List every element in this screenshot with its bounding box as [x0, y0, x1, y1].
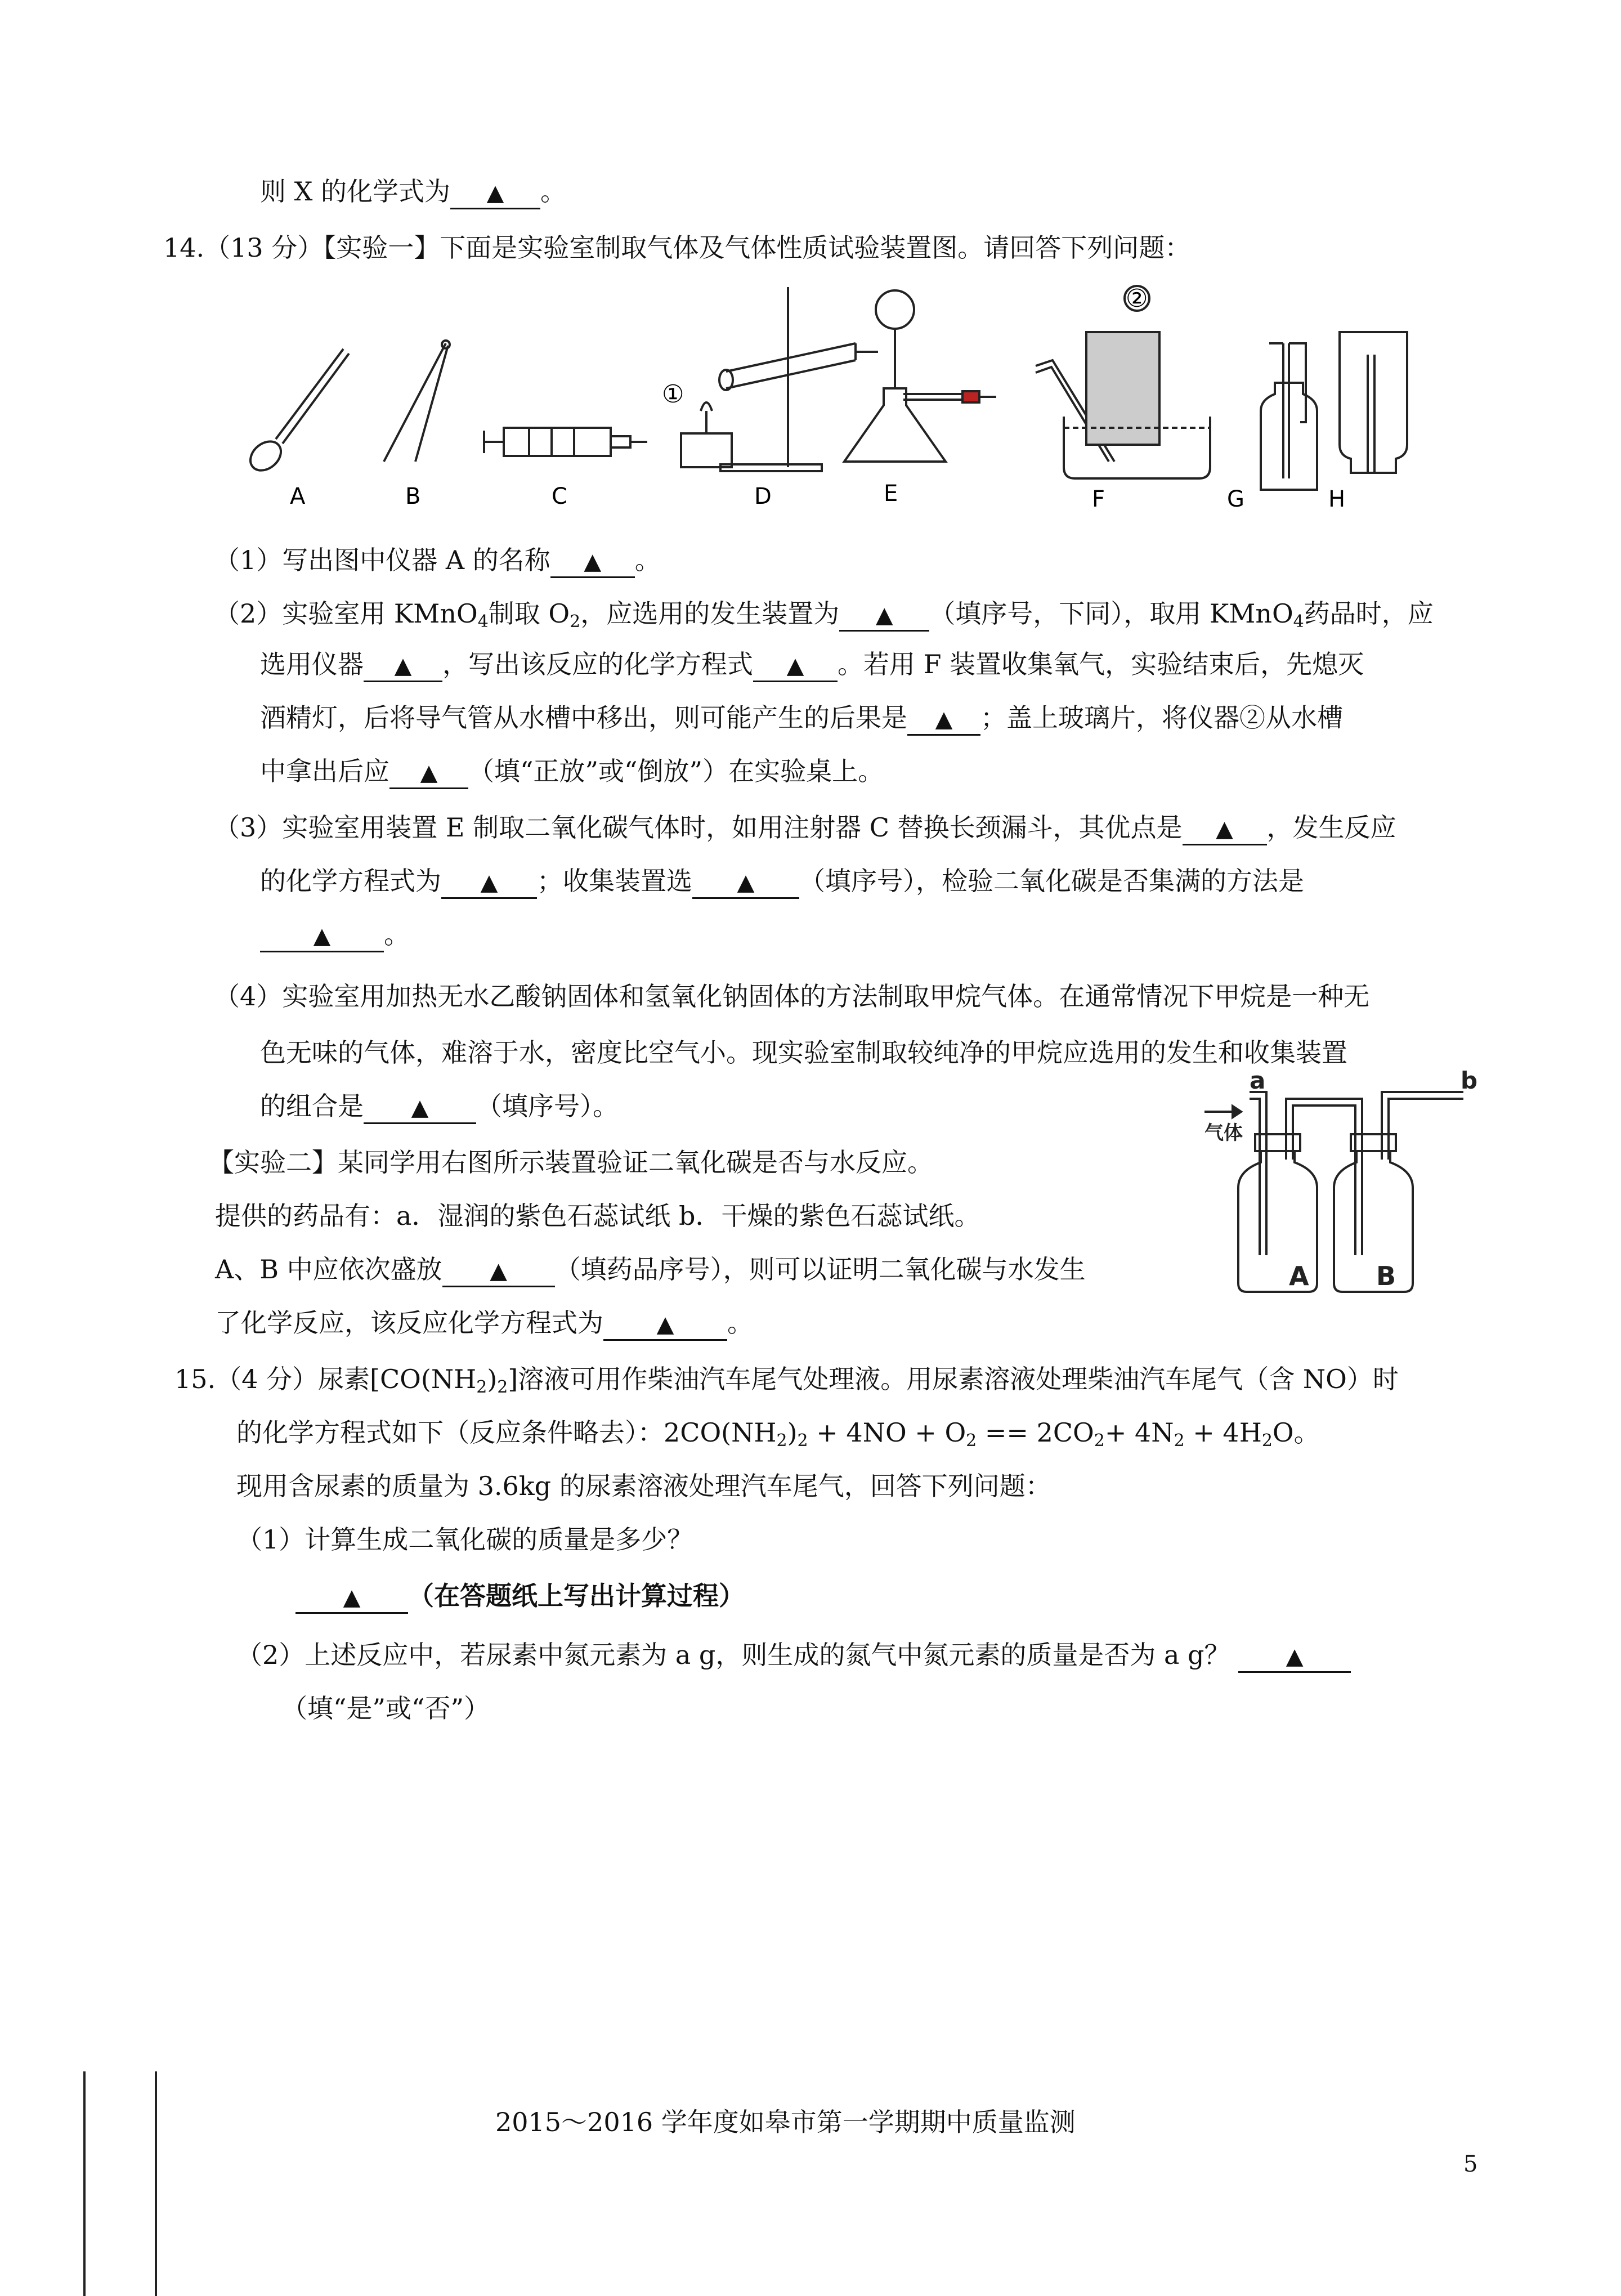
- q15-line3: 现用含尿素的质量为 3.6kg 的尿素溶液处理汽车尾气，回答下列问题：: [236, 1471, 1051, 1501]
- label-G: G: [1227, 486, 1244, 512]
- answer-blank[interactable]: ▲: [389, 757, 468, 789]
- intro-end: 。: [540, 176, 566, 207]
- answer-blank[interactable]: ▲: [1183, 813, 1267, 845]
- q14-part2-line2: 选用仪器 ▲ ，写出该反应的化学方程式 ▲ 。若用 F 装置收集氧气，实验结束后，先熄灭: [260, 647, 1364, 682]
- binding-line-left: [83, 2071, 86, 2296]
- answer-blank[interactable]: ▲: [753, 650, 838, 682]
- q14-header: 14.（13 分）【实验一】下面是实验室制取气体及气体性质试验装置图。请回答下列问题：: [163, 232, 1191, 263]
- water-trough-icon: [1036, 286, 1210, 478]
- answer-blank[interactable]: ▲: [260, 920, 384, 952]
- exp2-line3: A、B 中应依次盛放 ▲ （填药品序号），则可以证明二氧化碳与水发生: [215, 1252, 1086, 1287]
- q14-part4-line3: 的组合是 ▲ （填序号）。: [260, 1089, 619, 1124]
- fig-label-gas: 气体: [1204, 1122, 1243, 1144]
- q14-part2-line1: （2）实验室用 KMnO$_4$制取 $O_2$，应选用的发生装置为 ▲ （填序号，下同），取用 KMnO$_4$药品时，应: [214, 598, 1434, 632]
- intro-line: [260, 174, 566, 209]
- answer-blank[interactable]: ▲: [295, 1581, 408, 1614]
- q15-part2-hint: （填“是”或“否”）: [281, 1693, 490, 1724]
- q14-part1: （1）写出图中仪器 A 的名称 ▲ 。: [214, 543, 661, 578]
- q14-part3-line2: 的化学方程式为 ▲ ；收集装置选 ▲ （填序号），检验二氧化碳是否集满的方法是: [260, 864, 1304, 899]
- spoon-icon: [245, 349, 349, 476]
- fig-label-b: b: [1461, 1067, 1478, 1094]
- label-D: D: [754, 484, 772, 509]
- gas-bottle-icon: [1261, 343, 1317, 490]
- circle-label-2: ②: [1126, 284, 1148, 313]
- answer-blank[interactable]: ▲: [450, 177, 540, 209]
- binding-line-right: [155, 2071, 157, 2296]
- intro-text: 则 X 的化学式为: [260, 176, 450, 207]
- answer-blank[interactable]: ▲: [364, 650, 442, 682]
- q15-part1-answer: ▲ （在答题纸上写出计算过程）: [295, 1579, 745, 1614]
- q14-part3-line3: ▲ 。: [260, 917, 410, 952]
- answer-blank[interactable]: ▲: [442, 1255, 555, 1287]
- label-E: E: [884, 481, 898, 507]
- q14-part2-line4: 中拿出后应 ▲ （填“正放”或“倒放”）在实验桌上。: [260, 754, 884, 789]
- q14-part2-line3: 酒精灯，后将导气管从水槽中移出，则可能产生的后果是 ▲ ；盖上玻璃片，将仪器②从水槽: [260, 701, 1343, 736]
- answer-blank[interactable]: ▲: [441, 866, 537, 899]
- q14-part4-line1: （4）实验室用加热无水乙酸钠固体和氢氧化钠固体的方法制取甲烷气体。在通常情况下甲烷是一种无: [214, 981, 1370, 1012]
- circle-label-1: ①: [662, 380, 684, 409]
- label-F: F: [1092, 486, 1105, 512]
- q15-line2: 的化学方程式如下（反应条件略去）：$2CO(NH_2)_2 + 4NO + O_2 == 2CO_2+ 4N_2 + 4H_2O$。: [236, 1417, 1320, 1451]
- exp2-line1: 【实验二】某同学用右图所示装置验证二氧化碳是否与水反应。: [208, 1147, 933, 1178]
- answer-blank[interactable]: ▲: [364, 1091, 476, 1124]
- label-A: A: [290, 484, 306, 509]
- flask-funnel-icon: [844, 290, 996, 462]
- label-C: C: [552, 484, 567, 509]
- gas-bottles-figure: [1199, 1069, 1503, 1306]
- q15-line1: 15.（4 分）尿素$[CO(NH_2)_2]$溶液可用作柴油汽车尾气处理液。用尿素溶液处理柴油汽车尾气（含 NO）时: [174, 1364, 1399, 1397]
- answer-blank[interactable]: ▲: [692, 866, 799, 899]
- fig-label-B: B: [1376, 1261, 1396, 1291]
- heating-apparatus-icon: [681, 287, 878, 471]
- exp2-line2: 提供的药品有：a．湿润的紫色石蕊试纸 b．干燥的紫色石蕊试纸。: [215, 1201, 980, 1231]
- answer-blank[interactable]: ▲: [1238, 1640, 1351, 1673]
- label-H: H: [1328, 486, 1346, 512]
- page-number: 5: [1463, 2151, 1478, 2177]
- label-B: B: [405, 484, 421, 509]
- fig-label-A: A: [1289, 1261, 1309, 1291]
- answer-blank[interactable]: ▲: [550, 545, 635, 578]
- q15-part2: （2）上述反应中，若尿素中氮元素为 a g，则生成的氮气中氮元素的质量是否为 a g？ ▲: [236, 1638, 1351, 1673]
- answer-blank[interactable]: ▲: [839, 599, 929, 632]
- footer-title: 2015～2016 学年度如皋市第一学期期中质量监测: [495, 2107, 1076, 2137]
- fig-label-a: a: [1250, 1067, 1266, 1094]
- apparatus-figure: [236, 276, 1418, 523]
- exp2-line4: 了化学反应，该反应化学方程式为 ▲ 。: [215, 1306, 753, 1341]
- tweezers-icon: [384, 341, 450, 462]
- answer-blank[interactable]: ▲: [603, 1308, 727, 1341]
- q14-part3-line1: （3）实验室用装置 E 制取二氧化碳气体时，如用注射器 C 替换长颈漏斗，其优点是 ▲ ，发生反应: [214, 811, 1396, 845]
- answer-blank[interactable]: ▲: [907, 703, 980, 736]
- q15-part1: （1）计算生成二氧化碳的质量是多少？: [236, 1524, 693, 1555]
- inverted-bottle-icon: [1340, 332, 1407, 473]
- q14-part4-line2: 色无味的气体，难溶于水，密度比空气小。现实验室制取较纯净的甲烷应选用的发生和收集装置: [260, 1037, 1347, 1068]
- syringe-icon: [484, 428, 647, 456]
